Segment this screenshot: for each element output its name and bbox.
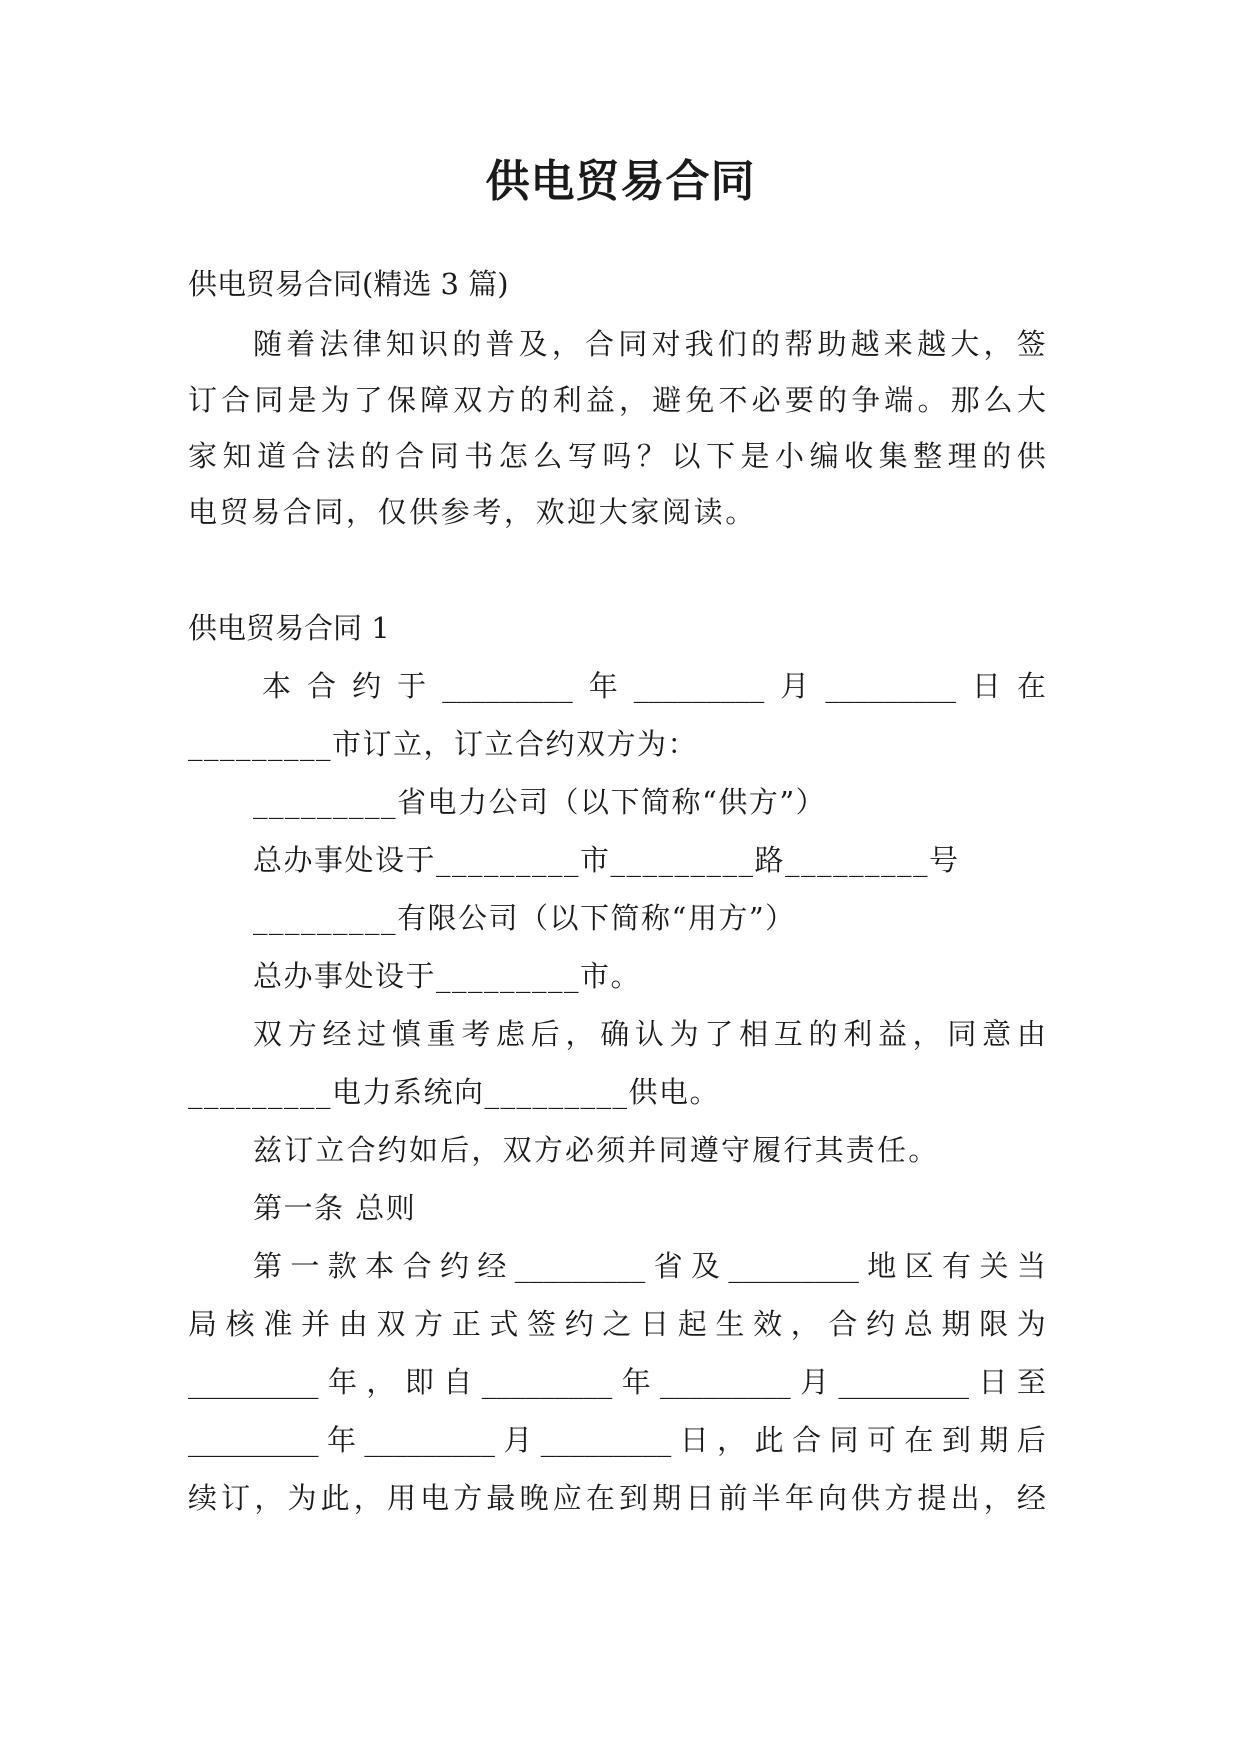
intro-line-1: 随 着 法 律 知 识 的 普 及 ， 合 同 对 我 们 的 帮 助 越 来 越 大 ， 签 (253, 327, 1046, 361)
body-line-9: 兹订立合约如后，双方必须并同遵守履行其责任。 (253, 1133, 940, 1167)
intro-line-3: 家 知 道 合 法 的 合 同 书 怎 么 写 吗 ？ 以 下 是 小 编 收 集 整 理 的 供 (188, 439, 1046, 473)
body-line-7: 双 方 经 过 慎 重 考 虑 后 ， 确 认 为 了 相 互 的 利 益 ， 同 意 由 (253, 1017, 1046, 1051)
body-line-3: _________省电力公司（以下简称“供方”） (253, 785, 827, 819)
body-line-11: 第 一 款 本 合 约 经 _________ 省 及 _________ 地 区 有 关 当 (253, 1249, 1046, 1283)
intro-line-4: 电贸易合同，仅供参考，欢迎大家阅读。 (188, 495, 757, 529)
document-title: 供电贸易合同 (485, 156, 756, 207)
body-line-5: _________有限公司（以下简称“用方”） (253, 901, 796, 935)
body-line-12: 局 核 准 并 由 双 方 正 式 签 约 之 日 起 生 效 ， 合 约 总 期 限 为 (188, 1307, 1046, 1341)
body-line-14: _________ 年 _________ 月 _________ 日 ， 此 合 同 可 在 到 期 后 (188, 1423, 1046, 1457)
intro-line-2: 订 合 同 是 为 了 保 障 双 方 的 利 益 ， 避 免 不 必 要 的 争 端 。 那 么 大 (188, 383, 1046, 417)
body-line-8: _________电力系统向_________供电。 (188, 1075, 721, 1109)
body-line-4: 总办事处设于_________市_________路_________号 (253, 843, 960, 877)
body-line-6: 总办事处设于_________市。 (253, 959, 642, 993)
section-heading: 供电贸易合同 1 (188, 611, 390, 645)
body-line-13: _________ 年 ， 即 自 _________ 年 _________ 月 _________ 日 至 (188, 1365, 1046, 1399)
body-line-15: 续 订 ， 为 此 ， 用 电 方 最 晚 应 在 到 期 日 前 半 年 向 供 方 提 出 ， 经 (188, 1481, 1046, 1515)
document-subtitle: 供电贸易合同(精选 3 篇) (188, 267, 509, 301)
body-line-2: _________市订立，订立合约双方为： (188, 727, 699, 761)
body-line-1: 本 合 约 于 _________ 年 _________ 月 _________ 日 在 (262, 669, 1046, 703)
article-heading: 第一条 总则 (253, 1191, 417, 1225)
